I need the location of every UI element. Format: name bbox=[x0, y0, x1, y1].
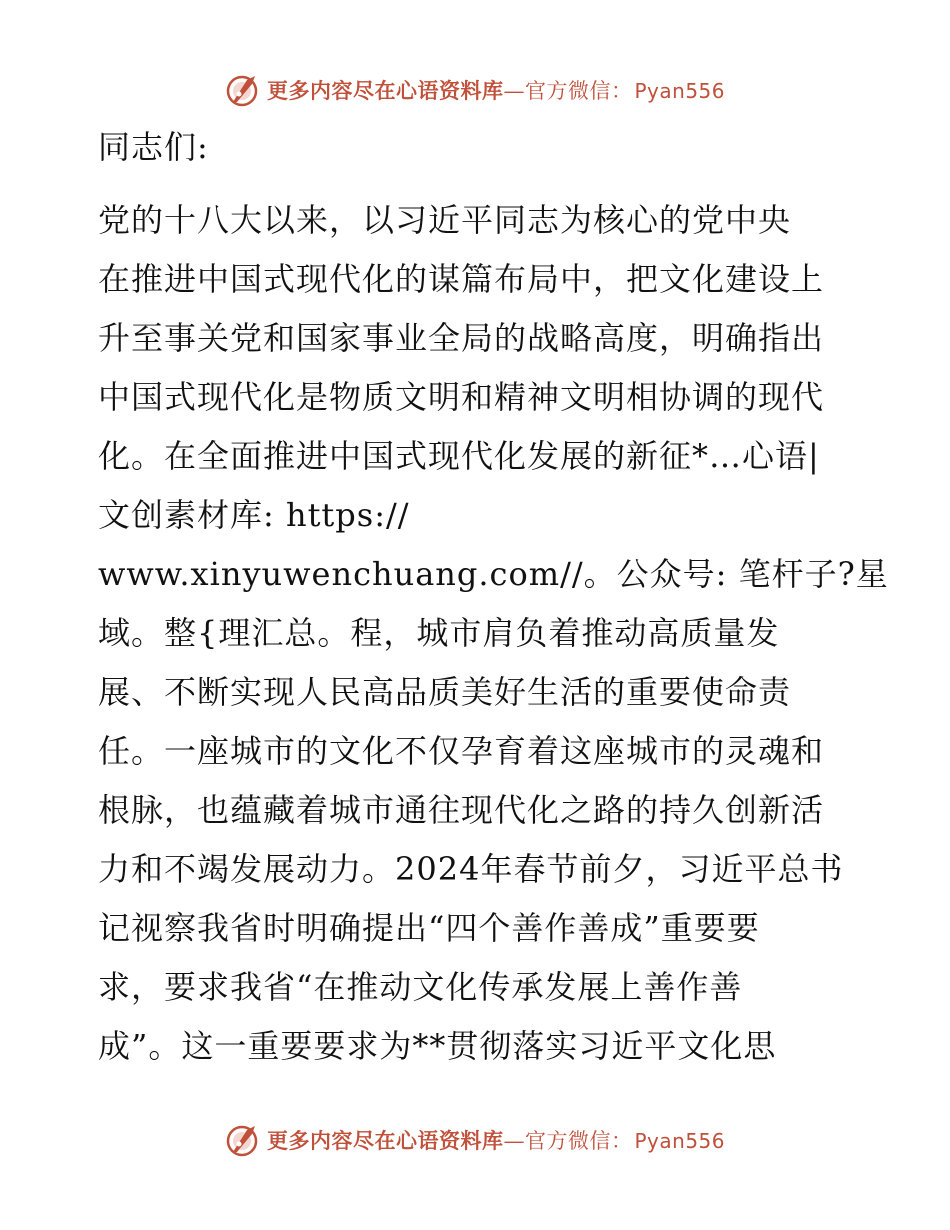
banner-main-text: 更多内容尽在心语资料库 bbox=[266, 1128, 504, 1153]
banner-wechat-account: Pyan556 bbox=[634, 79, 725, 103]
text-line: 升至事关党和国家事业全局的战略高度，明确指出 bbox=[98, 319, 825, 357]
banner-dash: — bbox=[503, 1129, 525, 1153]
text-line: 文创素材库: https:// bbox=[98, 496, 410, 534]
banner-wechat-label: 官方微信： bbox=[524, 1129, 633, 1153]
salutation-line: 同志们: bbox=[98, 128, 209, 166]
text-line: www.xinyuwenchuang.com//。公众号: 笔杆子?星 bbox=[98, 555, 889, 593]
pen-nib-logo-icon bbox=[225, 72, 261, 108]
text-line: 根脉，也蕴藏着城市通往现代化之路的持久创新活 bbox=[98, 791, 825, 829]
text-line: 任。一座城市的文化不仅孕育着这座城市的灵魂和 bbox=[98, 732, 825, 770]
text-line: 化。在全面推进中国式现代化发展的新征*…心语| bbox=[98, 437, 820, 475]
pen-nib-logo-icon bbox=[225, 1122, 261, 1158]
text-line: 成”。这一重要要求为**贯彻落实习近平文化思 bbox=[98, 1027, 777, 1065]
text-line: 域。整{理汇总。程，城市肩负着推动高质量发 bbox=[98, 614, 780, 652]
banner-wechat-account: Pyan556 bbox=[634, 1129, 725, 1153]
text-line: 中国式现代化是物质文明和精神文明相协调的现代 bbox=[98, 378, 825, 416]
text-line: 展、不断实现人民高品质美好生活的重要使命责 bbox=[98, 673, 792, 711]
banner-wechat-label: 官方微信： bbox=[524, 79, 633, 103]
text-line: 在推进中国式现代化的谋篇布局中，把文化建设上 bbox=[98, 260, 825, 298]
text-line: 记视察我省时明确提出“四个善作善成”重要要 bbox=[98, 909, 760, 947]
text-line: 求，要求我省“在推动文化传承发展上善作善 bbox=[98, 968, 743, 1006]
header-banner bbox=[0, 70, 950, 110]
text-line: 党的十八大以来，以习近平同志为核心的党中央 bbox=[98, 201, 792, 239]
footer-banner bbox=[0, 1120, 950, 1160]
banner-main-text: 更多内容尽在心语资料库 bbox=[266, 78, 504, 103]
text-line: 力和不竭发展动力。2024年春节前夕，习近平总书 bbox=[98, 850, 844, 888]
banner-dash: — bbox=[503, 79, 525, 103]
